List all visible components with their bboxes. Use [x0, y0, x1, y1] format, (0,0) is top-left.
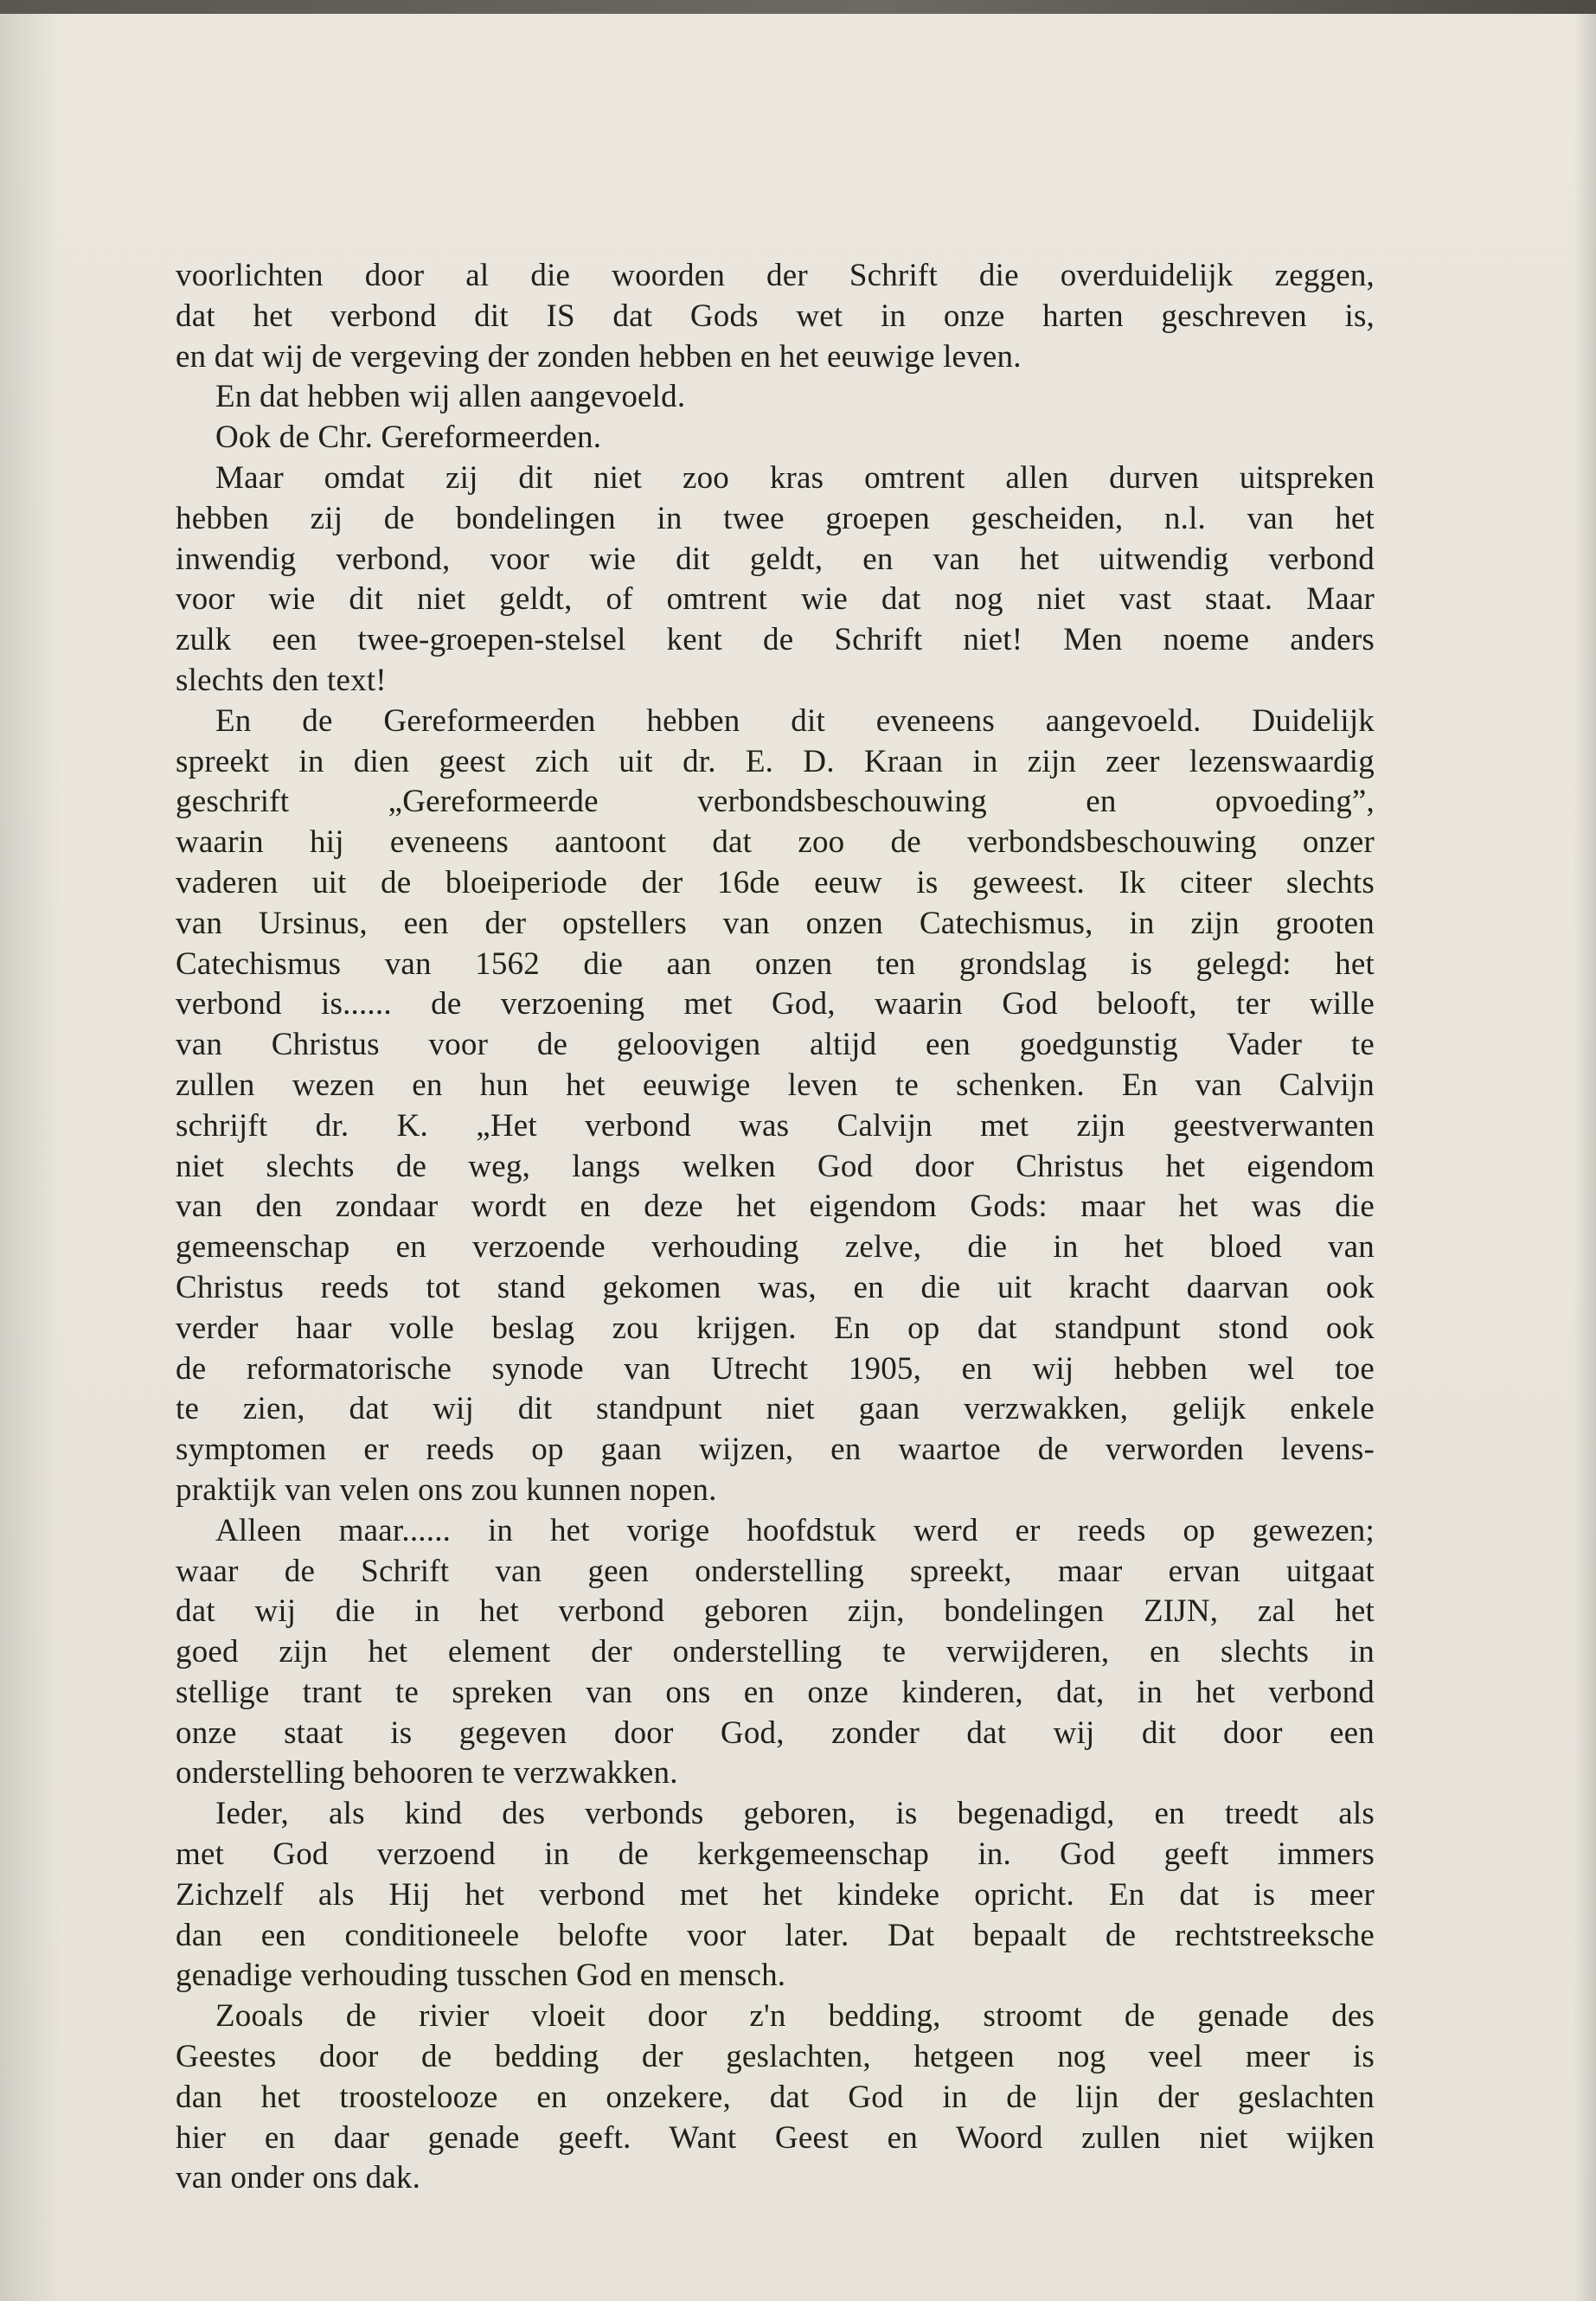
- text-line: dat het verbond dit IS dat Gods wet in onze harten geschreven is,: [176, 298, 1375, 334]
- body-text: [176, 256, 1375, 2199]
- text-line: zulk een twee-groepen-stelsel kent de Schrift niet! Men noeme anders: [176, 622, 1375, 658]
- text-line: praktijk van velen ons zou kunnen nopen.: [176, 1471, 717, 1508]
- text-line: waar de Schrift van geen onderstelling spreekt, maar ervan uitgaat: [176, 1553, 1375, 1589]
- text-line: waarin hij eveneens aantoont dat zoo de verbondsbeschouwing onzer: [176, 824, 1375, 861]
- page-top-edge: [0, 0, 1596, 14]
- text-line: inwendig verbond, voor wie dit geldt, en van het uitwendig verbond: [176, 541, 1375, 577]
- text-line: vaderen uit de bloeiperiode der 16de eeuw is geweest. Ik citeer slechts: [176, 864, 1375, 901]
- text-line: onze staat is gegeven door God, zonder dat wij dit door een: [176, 1715, 1375, 1751]
- text-line: dan het troostelooze en onzekere, dat God in de lijn der geslachten: [176, 2079, 1375, 2115]
- text-line: slechts den text!: [176, 662, 387, 698]
- text-line: En de Gereformeerden hebben dit eveneens aangevoeld. Duidelijk: [215, 702, 1375, 739]
- text-line: geschrift „Gereformeerde verbondsbeschouwing en opvoeding”,: [176, 784, 1375, 820]
- text-line: voorlichten door al die woorden der Schrift die overduidelijk zeggen,: [176, 258, 1375, 293]
- text-line: Zooals de rivier vloeit door z'n bedding, stroomt de genade des: [215, 1998, 1375, 2035]
- text-line: Alleen maar...... in het vorige hoofdstuk werd er reeds op gewezen;: [215, 1512, 1375, 1548]
- text-line: gemeenschap en verzoende verhouding zelve, die in het bloed van: [176, 1229, 1375, 1266]
- text-line: van den zondaar wordt en deze het eigendom Gods: maar het was die: [176, 1189, 1375, 1225]
- text-line: Christus reeds tot stand gekomen was, en die uit kracht daarvan ook: [176, 1269, 1375, 1305]
- text-line: de reformatorische synode van Utrecht 1905, en wij hebben wel toe: [176, 1350, 1375, 1387]
- text-line: verbond is...... de verzoening met God, waarin God belooft, ter wille: [176, 986, 1375, 1022]
- text-line: Ieder, als kind des verbonds geboren, is begenadigd, en treedt als: [215, 1796, 1375, 1832]
- text-line: van Ursinus, een der opstellers van onzen Catechismus, in zijn grooten: [176, 905, 1375, 941]
- text-line: en dat wij de vergeving der zonden hebben en het eeuwige leven.: [176, 338, 1022, 375]
- text-line: te zien, dat wij dit standpunt niet gaan verzwakken, gelijk enkele: [176, 1391, 1375, 1427]
- text-line: Catechismus van 1562 die aan onzen ten grondslag is gelegd: het: [176, 945, 1375, 982]
- text-line: van Christus voor de geloovigen altijd een goedgunstig Vader te: [176, 1027, 1375, 1063]
- text-line: goed zijn het element der onderstelling te verwijderen, en slechts in: [176, 1634, 1375, 1670]
- text-line: Maar omdat zij dit niet zoo kras omtrent allen durven uitspreken: [215, 459, 1375, 496]
- text-line: van onder ons dak.: [176, 2160, 421, 2196]
- text-line: schrijft dr. K. „Het verbond was Calvijn met zijn geestverwanten: [176, 1107, 1375, 1144]
- text-line: voor wie dit niet geldt, of omtrent wie dat nog niet vast staat. Maar: [176, 581, 1375, 618]
- text-line: stellige trant te spreken van ons en onze kinderen, dat, in het verbond: [176, 1674, 1375, 1710]
- text-line: dan een conditioneele belofte voor later. Dat bepaalt de rechtstreeksche: [176, 1917, 1375, 1953]
- text-line: genadige verhouding tusschen God en mensch.: [176, 1958, 786, 1994]
- text-line: dat wij die in het verbond geboren zijn, bondelingen ZIJN, zal het: [176, 1593, 1375, 1630]
- text-line: niet slechts de weg, langs welken God door Christus het eigendom: [176, 1148, 1375, 1184]
- text-line: En dat hebben wij allen aangevoeld.: [215, 379, 686, 415]
- text-line: symptomen er reeds op gaan wijzen, en waartoe de verworden levens-: [176, 1432, 1375, 1468]
- text-line: hebben zij de bondelingen in twee groepen gescheiden, n.l. van het: [176, 500, 1375, 536]
- text-line: onderstelling behooren te verzwakken.: [176, 1755, 678, 1791]
- text-line: met God verzoend in de kerkgemeenschap in. God geeft immers: [176, 1836, 1375, 1873]
- text-line: Ook de Chr. Gereformeerden.: [215, 420, 602, 456]
- text-line: spreekt in dien geest zich uit dr. E. D. Kraan in zijn zeer lezenswaardig: [176, 743, 1375, 779]
- text-line: verder haar volle beslag zou krijgen. En op dat standpunt stond ook: [176, 1310, 1375, 1346]
- page-gutter-shadow: [0, 14, 61, 2301]
- text-line: hier en daar genade geeft. Want Geest en Woord zullen niet wijken: [176, 2119, 1375, 2156]
- text-line: zullen wezen en hun het eeuwige leven te schenken. En van Calvijn: [176, 1067, 1375, 1103]
- text-line: Geestes door de bedding der geslachten, hetgeen nog veel meer is: [176, 2039, 1375, 2075]
- page-edge-shadow: [1574, 14, 1596, 2301]
- text-line: Zichzelf als Hij het verbond met het kindeke opricht. En dat is meer: [176, 1876, 1375, 1913]
